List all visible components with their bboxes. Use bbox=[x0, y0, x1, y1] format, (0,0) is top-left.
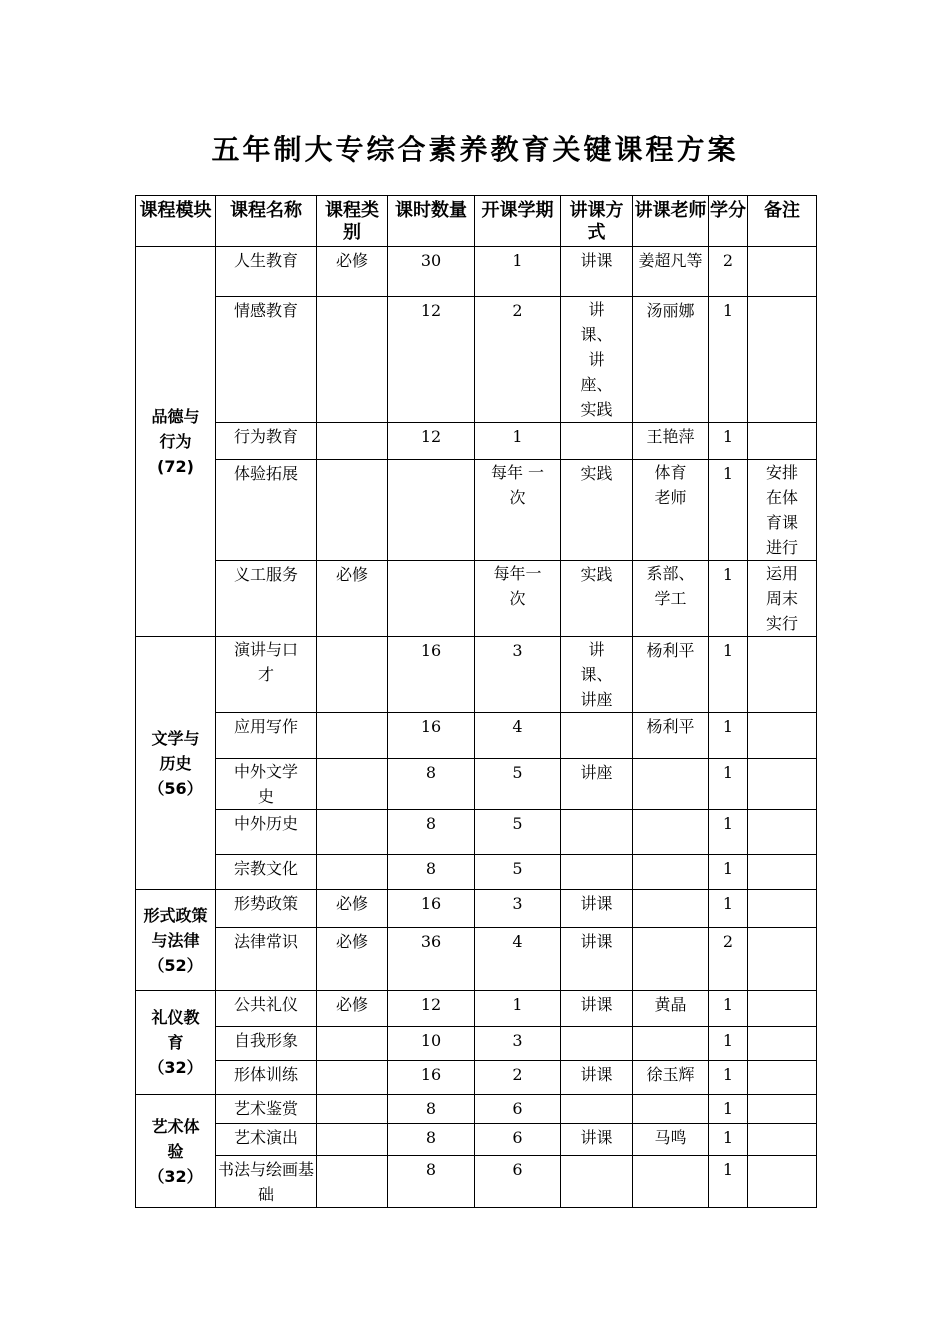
course-remark bbox=[748, 759, 817, 810]
course-teacher: 马鸣 bbox=[633, 1124, 709, 1156]
course-hours bbox=[388, 561, 475, 637]
course-type bbox=[317, 1061, 388, 1095]
table-row bbox=[136, 1027, 817, 1061]
course-credit: 1 bbox=[709, 810, 748, 855]
course-teacher: 系部、学工 bbox=[633, 561, 709, 637]
course-term: 4 bbox=[475, 928, 561, 991]
course-credit: 1 bbox=[709, 423, 748, 460]
course-method bbox=[561, 713, 633, 759]
table-row bbox=[136, 1061, 817, 1095]
course-term: 6 bbox=[475, 1124, 561, 1156]
course-credit: 2 bbox=[709, 247, 748, 297]
course-method: 讲课 bbox=[561, 890, 633, 928]
header-teacher: 讲课老师 bbox=[633, 196, 709, 247]
course-credit: 1 bbox=[709, 460, 748, 561]
table-row bbox=[136, 991, 817, 1027]
header-term: 开课学期 bbox=[475, 196, 561, 247]
table-row bbox=[136, 247, 817, 297]
course-name: 法律常识 bbox=[216, 928, 317, 991]
course-credit: 1 bbox=[709, 637, 748, 713]
course-remark bbox=[748, 1095, 817, 1124]
header-course-name: 课程名称 bbox=[216, 196, 317, 247]
course-method bbox=[561, 855, 633, 890]
course-name: 情感教育 bbox=[216, 297, 317, 423]
course-type bbox=[317, 810, 388, 855]
course-name: 形势政策 bbox=[216, 890, 317, 928]
course-remark bbox=[748, 1027, 817, 1061]
course-teacher: 黄晶 bbox=[633, 991, 709, 1027]
table-row bbox=[136, 1124, 817, 1156]
table-row bbox=[136, 1156, 817, 1208]
course-type: 必修 bbox=[317, 247, 388, 297]
course-name: 中外文学史 bbox=[216, 759, 317, 810]
course-remark bbox=[748, 1061, 817, 1095]
course-credit: 1 bbox=[709, 890, 748, 928]
course-remark: 运用周末实行 bbox=[748, 561, 817, 637]
course-type bbox=[317, 1095, 388, 1124]
course-name: 艺术鉴赏 bbox=[216, 1095, 317, 1124]
course-hours bbox=[388, 460, 475, 561]
course-teacher bbox=[633, 890, 709, 928]
course-credit: 1 bbox=[709, 1027, 748, 1061]
course-term: 6 bbox=[475, 1095, 561, 1124]
course-term: 1 bbox=[475, 247, 561, 297]
table-row bbox=[136, 855, 817, 890]
course-credit: 1 bbox=[709, 1061, 748, 1095]
course-hours: 16 bbox=[388, 713, 475, 759]
course-type: 必修 bbox=[317, 928, 388, 991]
course-hours: 16 bbox=[388, 637, 475, 713]
course-type: 必修 bbox=[317, 890, 388, 928]
course-teacher: 姜超凡等 bbox=[633, 247, 709, 297]
module-cell: 礼仪教育（32） bbox=[136, 991, 216, 1095]
course-name: 演讲与口才 bbox=[216, 637, 317, 713]
course-method bbox=[561, 1156, 633, 1208]
course-credit: 1 bbox=[709, 1156, 748, 1208]
course-hours: 8 bbox=[388, 810, 475, 855]
course-teacher: 杨利平 bbox=[633, 713, 709, 759]
course-table bbox=[135, 195, 817, 1208]
course-teacher: 杨利平 bbox=[633, 637, 709, 713]
course-name: 书法与绘画基础 bbox=[216, 1156, 317, 1208]
table-row bbox=[136, 297, 817, 423]
course-term: 2 bbox=[475, 1061, 561, 1095]
course-name: 人生教育 bbox=[216, 247, 317, 297]
course-credit: 1 bbox=[709, 1124, 748, 1156]
table-row bbox=[136, 423, 817, 460]
course-remark bbox=[748, 890, 817, 928]
table-row bbox=[136, 460, 817, 561]
course-type: 必修 bbox=[317, 991, 388, 1027]
course-teacher: 体育老师 bbox=[633, 460, 709, 561]
course-term: 4 bbox=[475, 713, 561, 759]
course-term: 5 bbox=[475, 759, 561, 810]
course-name: 中外历史 bbox=[216, 810, 317, 855]
course-term: 3 bbox=[475, 637, 561, 713]
course-remark bbox=[748, 637, 817, 713]
course-hours: 36 bbox=[388, 928, 475, 991]
course-remark bbox=[748, 297, 817, 423]
course-credit: 1 bbox=[709, 759, 748, 810]
course-term: 每年一次 bbox=[475, 561, 561, 637]
table-row bbox=[136, 713, 817, 759]
course-remark bbox=[748, 247, 817, 297]
course-name: 体验拓展 bbox=[216, 460, 317, 561]
course-type bbox=[317, 423, 388, 460]
table-row bbox=[136, 890, 817, 928]
course-credit: 1 bbox=[709, 713, 748, 759]
course-teacher: 徐玉辉 bbox=[633, 1061, 709, 1095]
module-cell: 文学与历史（56） bbox=[136, 637, 216, 890]
course-method: 讲课 bbox=[561, 1124, 633, 1156]
course-hours: 8 bbox=[388, 1156, 475, 1208]
header-remark: 备注 bbox=[748, 196, 817, 247]
course-teacher bbox=[633, 759, 709, 810]
course-hours: 8 bbox=[388, 759, 475, 810]
header-hours: 课时数量 bbox=[388, 196, 475, 247]
course-term: 每年 一次 bbox=[475, 460, 561, 561]
course-type bbox=[317, 460, 388, 561]
table-row bbox=[136, 561, 817, 637]
course-type bbox=[317, 1027, 388, 1061]
course-name: 行为教育 bbox=[216, 423, 317, 460]
module-cell: 品德与行为(72) bbox=[136, 247, 216, 637]
course-teacher: 汤丽娜 bbox=[633, 297, 709, 423]
course-type bbox=[317, 1124, 388, 1156]
course-remark: 安排在体育课进行 bbox=[748, 460, 817, 561]
course-remark bbox=[748, 928, 817, 991]
header-row bbox=[136, 196, 817, 247]
course-name: 艺术演出 bbox=[216, 1124, 317, 1156]
module-cell: 艺术体验（32） bbox=[136, 1095, 216, 1208]
course-method bbox=[561, 810, 633, 855]
course-name: 自我形象 bbox=[216, 1027, 317, 1061]
course-type bbox=[317, 759, 388, 810]
course-credit: 1 bbox=[709, 561, 748, 637]
course-term: 1 bbox=[475, 991, 561, 1027]
course-term: 1 bbox=[475, 423, 561, 460]
course-name: 应用写作 bbox=[216, 713, 317, 759]
course-method: 讲课、讲座、实践 bbox=[561, 297, 633, 423]
course-term: 6 bbox=[475, 1156, 561, 1208]
course-hours: 8 bbox=[388, 1095, 475, 1124]
course-teacher bbox=[633, 928, 709, 991]
course-type bbox=[317, 297, 388, 423]
course-term: 2 bbox=[475, 297, 561, 423]
course-name: 形体训练 bbox=[216, 1061, 317, 1095]
course-teacher bbox=[633, 1095, 709, 1124]
course-hours: 12 bbox=[388, 991, 475, 1027]
course-credit: 1 bbox=[709, 991, 748, 1027]
course-type bbox=[317, 637, 388, 713]
course-term: 5 bbox=[475, 810, 561, 855]
table-row bbox=[136, 637, 817, 713]
table-row bbox=[136, 928, 817, 991]
course-name: 宗教文化 bbox=[216, 855, 317, 890]
course-type bbox=[317, 713, 388, 759]
course-method bbox=[561, 1095, 633, 1124]
course-hours: 16 bbox=[388, 890, 475, 928]
course-hours: 16 bbox=[388, 1061, 475, 1095]
course-type bbox=[317, 855, 388, 890]
course-term: 3 bbox=[475, 890, 561, 928]
course-method: 实践 bbox=[561, 460, 633, 561]
course-remark bbox=[748, 423, 817, 460]
header-method: 讲课方式 bbox=[561, 196, 633, 247]
course-hours: 10 bbox=[388, 1027, 475, 1061]
course-hours: 8 bbox=[388, 855, 475, 890]
course-teacher bbox=[633, 810, 709, 855]
course-teacher bbox=[633, 855, 709, 890]
header-module: 课程模块 bbox=[136, 196, 216, 247]
course-hours: 8 bbox=[388, 1124, 475, 1156]
course-method: 讲座 bbox=[561, 759, 633, 810]
course-term: 5 bbox=[475, 855, 561, 890]
course-term: 3 bbox=[475, 1027, 561, 1061]
course-name: 义工服务 bbox=[216, 561, 317, 637]
course-remark bbox=[748, 713, 817, 759]
course-teacher bbox=[633, 1156, 709, 1208]
course-credit: 1 bbox=[709, 855, 748, 890]
course-hours: 30 bbox=[388, 247, 475, 297]
course-method: 实践 bbox=[561, 561, 633, 637]
table-row bbox=[136, 759, 817, 810]
course-teacher bbox=[633, 1027, 709, 1061]
course-hours: 12 bbox=[388, 297, 475, 423]
header-credit: 学分 bbox=[709, 196, 748, 247]
course-remark bbox=[748, 991, 817, 1027]
course-credit: 1 bbox=[709, 1095, 748, 1124]
course-method: 讲课 bbox=[561, 928, 633, 991]
course-type: 必修 bbox=[317, 561, 388, 637]
course-method bbox=[561, 1027, 633, 1061]
course-method bbox=[561, 423, 633, 460]
module-cell: 形式政策与法律（52） bbox=[136, 890, 216, 991]
course-remark bbox=[748, 810, 817, 855]
course-method: 讲课 bbox=[561, 1061, 633, 1095]
course-credit: 2 bbox=[709, 928, 748, 991]
course-remark bbox=[748, 855, 817, 890]
course-method: 讲课 bbox=[561, 247, 633, 297]
course-remark bbox=[748, 1156, 817, 1208]
page-title: 五年制大专综合素养教育关键课程方案 bbox=[211, 133, 739, 166]
course-remark bbox=[748, 1124, 817, 1156]
header-course-type: 课程类别 bbox=[317, 196, 388, 247]
course-teacher: 王艳萍 bbox=[633, 423, 709, 460]
course-hours: 12 bbox=[388, 423, 475, 460]
course-type bbox=[317, 1156, 388, 1208]
course-method: 讲课 bbox=[561, 991, 633, 1027]
course-name: 公共礼仪 bbox=[216, 991, 317, 1027]
course-credit: 1 bbox=[709, 297, 748, 423]
course-method: 讲课、讲座 bbox=[561, 637, 633, 713]
table-row bbox=[136, 810, 817, 855]
table-row bbox=[136, 1095, 817, 1124]
